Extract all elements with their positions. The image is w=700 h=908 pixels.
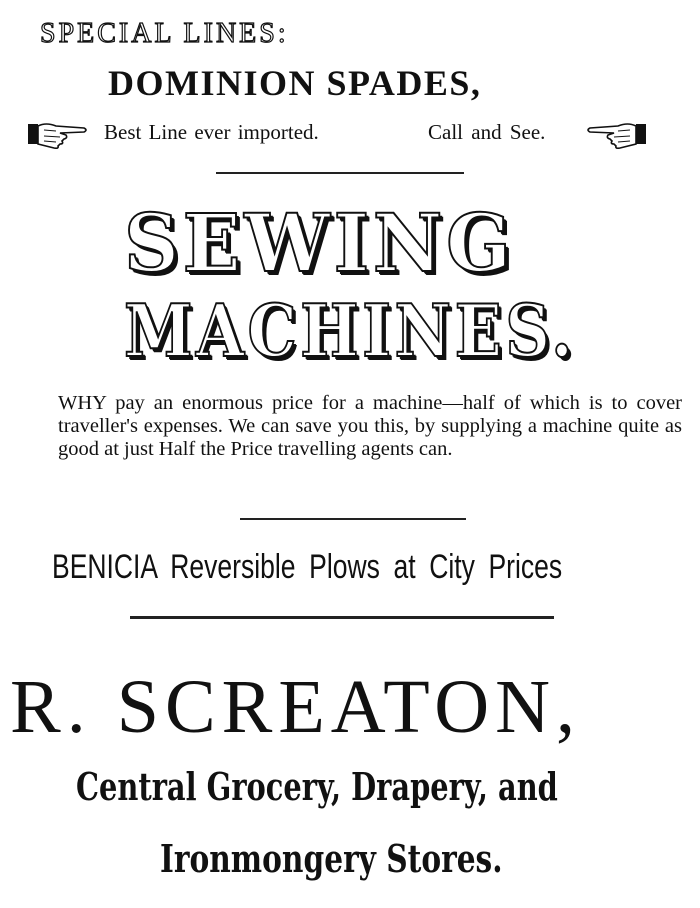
ironmongery-stores-line: Ironmongery Stores. (160, 836, 503, 881)
dominion-spades-heading: DOMINION SPADES, (108, 63, 482, 103)
sewing-machine-paragraph: WHY pay an enormous price for a machine—half of which is to cover traveller's expenses. We can save you this, by supplying a machine quite as good at just Half the Price travelling agents can. (58, 392, 682, 460)
call-and-see-text: Call and See. (428, 120, 546, 144)
central-grocery-line: Central Grocery, Drapery, and (76, 764, 558, 809)
screaton-name: R. SCREATON, (10, 665, 582, 749)
pointing-hand-right-icon (26, 116, 90, 152)
divider (130, 616, 554, 619)
pointing-hand-left-icon (584, 116, 648, 152)
divider (240, 518, 466, 520)
machines-heading: MACHINES. (124, 288, 577, 373)
best-line-text: Best Line ever imported. (104, 120, 319, 144)
benicia-plows-line: BENICIA Reversible Plows at City Prices (52, 548, 563, 586)
sewing-heading: SEWING (124, 196, 515, 290)
divider (216, 172, 464, 174)
special-lines-heading: SPECIAL LINES: (40, 18, 289, 49)
